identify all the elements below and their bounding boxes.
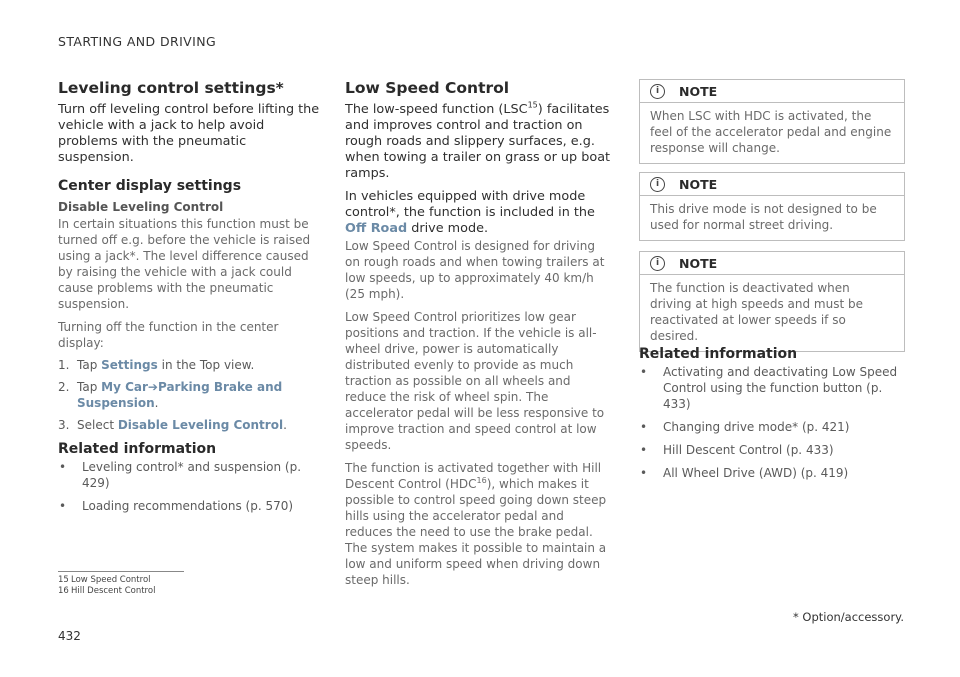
step-text: . [283, 418, 287, 432]
related-link[interactable]: • Leveling control* and suspension (p. 429) [58, 459, 320, 491]
settings-link[interactable]: Settings [101, 358, 158, 372]
footnote-number: 15 [58, 575, 69, 585]
related-list-left [58, 459, 320, 514]
disable-leveling-heading: Disable Leveling Control [58, 200, 224, 214]
drive-mode-lead [345, 189, 613, 237]
leveling-steps [58, 357, 320, 433]
step-text: in the Top view. [157, 358, 255, 372]
leveling-paragraph-1: In certain situations this function must be turned off e.g. before the vehicle is raised using a jack*. The level difference caused by raising the vehicle with a jack could cause problems with the pneumatic suspension. [58, 217, 311, 311]
body-text: ), which makes it possible to control speed going down steep hills using the accelerator pedal and reduces the need to use the brake pedal. The system makes it possible to maintain a low and uniform speed when driving down steep hills. [345, 477, 607, 587]
low-speed-lead [345, 102, 613, 182]
step-text: Select [77, 418, 118, 432]
leveling-paragraph-2: Turning off the function in the center display: [58, 320, 279, 350]
off-road-link[interactable]: Off Road [345, 221, 408, 236]
low-speed-paragraph-2: Low Speed Control prioritizes low gear positions and traction. If the vehicle is all-wheel drive, power is automatically distributed evenly to provide as much traction as possible on all wheels and reduce the risk of wheel spin. The accelerator pedal will be less responsive to improve traction and speed control at low speeds. [345, 310, 605, 452]
note-text: When LSC with HDC is activated, the feel of the accelerator pedal and engine response will change. [650, 109, 892, 155]
section-header: STARTING AND DRIVING [58, 34, 217, 49]
center-display-heading: Center display settings [58, 178, 242, 194]
related-info-heading-right: Related information [639, 346, 798, 362]
info-icon: i [650, 256, 665, 271]
related-link[interactable]: • Loading recommendations (p. 570) [58, 498, 320, 514]
low-speed-paragraph-3 [345, 460, 613, 588]
step-number: 3. [58, 418, 70, 432]
disable-leveling-link[interactable]: Disable Leveling Control [117, 418, 284, 432]
note-box-2 [639, 172, 905, 241]
option-accessory-note: * Option/accessory. [793, 610, 904, 624]
note-label: NOTE [679, 255, 718, 271]
step-text: Tap [77, 358, 102, 372]
step-number: 1. [58, 358, 70, 372]
footnote-15 [58, 575, 151, 585]
parking-brake-suspension-link[interactable]: Parking Brake and Suspension [77, 380, 283, 410]
lead-text: ) facilitates and improves control and traction on rough roads and slippery surfaces, e.g. when towing a trailer on grass or up boat ramps. [345, 102, 611, 181]
info-icon: i [650, 84, 665, 99]
step-text: . [154, 396, 159, 410]
note-label: NOTE [679, 176, 718, 192]
page-number: 432 [58, 629, 81, 643]
footnote-number: 16 [58, 586, 69, 596]
leveling-title: Leveling control settings* [58, 79, 284, 97]
note-label: NOTE [679, 83, 718, 99]
related-list-right [639, 364, 907, 481]
arrow-right-icon: ➔ [147, 380, 158, 394]
info-icon: i [650, 177, 665, 192]
related-link[interactable]: • Activating and deactivating Low Speed Control using the function button (p. 433) [639, 364, 907, 412]
lead-text: In vehicles equipped with drive mode control*, the function is included in the [345, 189, 595, 220]
note-text: The function is deactivated when driving at high speeds and must be reactivated at lower speeds if so desired. [650, 281, 863, 343]
related-link[interactable]: • Hill Descent Control (p. 433) [639, 442, 907, 458]
lead-text: drive mode. [407, 221, 489, 236]
note-box-1 [639, 79, 905, 164]
step-number: 2. [58, 380, 70, 394]
footnote-ref: 16 [476, 476, 487, 485]
footnote-ref: 15 [527, 100, 538, 110]
leveling-control-column [58, 79, 320, 521]
step-2 [58, 379, 320, 411]
footnote-text: Hill Descent Control [71, 586, 156, 596]
note-text: This drive mode is not designed to be used for normal street driving. [650, 202, 877, 232]
lead-text: The low-speed function (LSC [345, 102, 528, 117]
my-car-link[interactable]: My Car [101, 380, 148, 394]
footnote-divider [58, 571, 184, 572]
related-info-right [639, 346, 907, 488]
related-link[interactable]: • Changing drive mode* (p. 421) [639, 419, 907, 435]
low-speed-paragraph-1: Low Speed Control is designed for driving on rough roads and when towing trailers at low speeds, up to approximately 40 km/h (25 mph). [345, 239, 605, 301]
footnote-text: Low Speed Control [71, 575, 151, 585]
step-text: Tap [77, 380, 102, 394]
step-1 [58, 357, 320, 373]
low-speed-title: Low Speed Control [345, 79, 510, 97]
related-info-heading-left: Related information [58, 441, 217, 457]
related-link[interactable]: • All Wheel Drive (AWD) (p. 419) [639, 465, 907, 481]
note-box-3 [639, 251, 905, 352]
footnote-16 [58, 586, 155, 596]
step-3 [58, 417, 320, 433]
leveling-lead: Turn off leveling control before lifting the vehicle with a jack to help avoid problems with the pneumatic suspension. [58, 102, 320, 165]
body-text: The function is activated together with Hill Descent Control (HDC [345, 461, 602, 491]
low-speed-control-column [345, 79, 613, 588]
